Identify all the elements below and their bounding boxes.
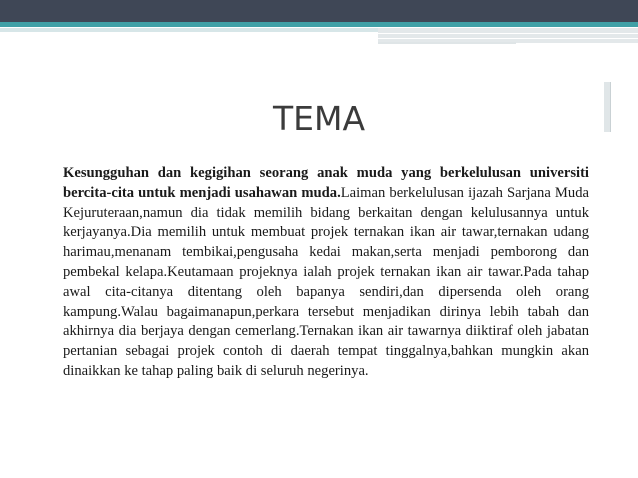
header-shade-line bbox=[378, 38, 638, 39]
header-accent-stripe bbox=[0, 22, 638, 27]
header-shade-line bbox=[378, 42, 516, 44]
header-right-shade bbox=[378, 28, 638, 43]
slide-title-text: TEMA bbox=[272, 99, 366, 138]
body-regular-text: Laiman berkelulusan ijazah Sarjana Muda Kejuruteraan,namun dia tidak memilih bidang berkaitan dengan kelulusannya untuk kerjayanya.Dia memilih untuk membuat projek ternakan ikan air tawar,ternakan udang harimau,menanam tembikai,pengusaha kedai makan,serta menjadi pemborong dan pembekal kelapa.Keutamaan projeknya ialah projek ternakan ikan air tawar.Pada tahap awal cita-citanya ditentang oleh bapanya sendiri,dan dipersenda oleh orang kampung.Walau bagaimanapun,perkara tersebut menjadikan dirinya lebih tabah dan akhirnya dia berjaya dengan cemerlang.Ternakan ikan air tawarnya diiktiraf oleh jabatan pertanian sebagai projek contoh di daerah tempat tinggalnya,bahkan mungkin akan dinaikkan ke tahap paling baik di seluruh negerinya. bbox=[63, 184, 589, 379]
slide-title bbox=[0, 99, 638, 138]
slide-body bbox=[63, 164, 589, 382]
header-band bbox=[0, 0, 638, 22]
body-bold-text: Kesungguhan dan kegigihan seorang anak muda yang berkelulusan universiti bercita-cita untuk menjadi usahawan muda. bbox=[63, 165, 589, 201]
header-shade-line bbox=[378, 33, 638, 34]
